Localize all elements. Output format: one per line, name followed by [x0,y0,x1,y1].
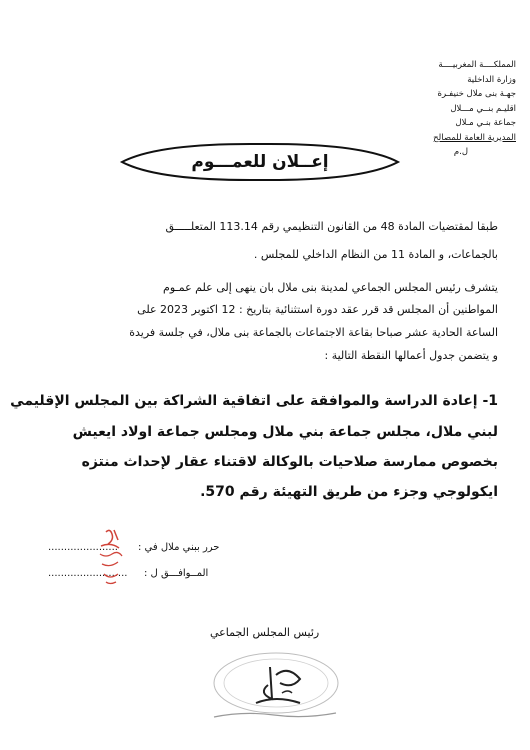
agenda-item-line-1: 1- إعادة الدراسة والموافقة على اتفاقية الشراكة بين المجلس الإقليمي [10,393,498,409]
written-at-label: حرر ببني ملال في : [138,542,220,553]
body-line-4: و يتضمن جدول أعمالها النقطة التالية : [324,349,498,362]
body-line-2: المواطنين أن المجلس قد قرر عقد دورة استثنائية بتاريخ : 12 اكتوبر 2023 على [137,303,498,316]
signatory-title: رئيس المجلس الجماعي [210,626,320,639]
letterhead-kingdom: المملكــــة المغربيــــة [438,60,516,70]
intro-line-1: طبقا لمقتضيات المادة 48 من القانون التنظيمي رقم 113.14 المتعلـــــق [165,220,498,233]
agenda-item-line-3: بخصوص ممارسة صلاحيات بالوكالة لاقتناء عقار لإحداث منتزه [81,454,498,470]
letterhead-province: اقليـم بنــي مـــلال [450,103,516,114]
intro-line-2: بالجماعات، و المادة 11 من النظام الداخلي للمجلس . [253,248,498,261]
letterhead-commune: جماعة بنـي مـلال [455,118,516,128]
agenda-item-line-2: لبني ملال، مجلس جماعة بني ملال ومجلس جماعة اولاد ايعيش [72,424,498,440]
letterhead-reference: ل.م [453,147,468,157]
letterhead-region: جهـة بنى ملال خنيفـرة [437,89,516,99]
announcement-title-box [118,142,402,182]
written-at-blank: ...................... [48,542,118,553]
body-line-1: يتشرف رئيس المجلس الجماعي لمدينة بنى ملال بان ينهى إلى علم عمـوم [163,281,498,294]
letterhead-ministry: وزارة الداخلية [467,74,516,85]
official-seal-and-signature [196,645,346,735]
agenda-item-line-4: ايكولوجي وجزء من طريق التهيئة رقم 570. [200,484,498,500]
agreed-date-label: المــوافـــق ل : [144,568,209,579]
agreed-date-blank: ......................... [48,568,128,579]
handwritten-date-stamp [92,526,132,588]
letterhead-directorate: المديرية العامة للمصالح [433,132,516,143]
body-line-3: الساعة الحادية عشر صباحا بقاعة الاجتماعات بالجماعة بنى ملال، في جلسة فريدة [129,326,498,339]
announcement-title: إعــلان للعمـــوم [191,152,329,172]
